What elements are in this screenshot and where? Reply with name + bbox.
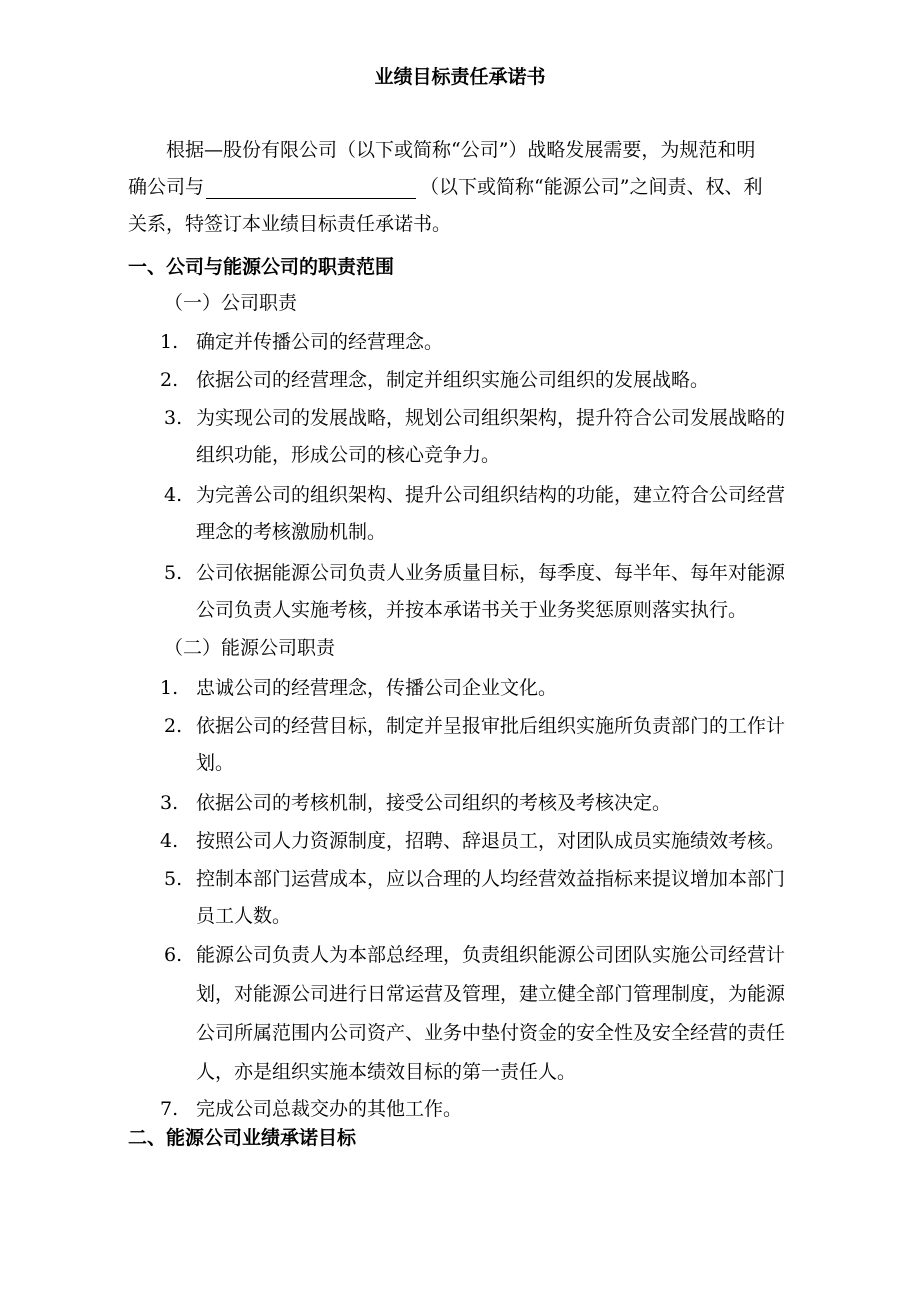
company-name-blank [206, 180, 416, 199]
list-item-number: 4. [160, 830, 179, 852]
list-item-number: 2. [164, 715, 183, 737]
list-item-text: 公司负责人实施考核，并按本承诺书关于业务奖惩原则落实执行。 [196, 599, 748, 621]
intro-line-3: 关系，特签订本业绩目标责任承诺书。 [128, 213, 452, 235]
list-item-number: 3. [160, 792, 179, 814]
section-2-heading: 二、能源公司业绩承诺目标 [128, 1127, 357, 1149]
list-item-text: 人，亦是组织实施本绩效目标的第一责任人。 [196, 1061, 577, 1083]
list-item-text: 划。 [196, 752, 235, 774]
list-item-text: 划，对能源公司进行日常运营及管理，建立健全部门管理制度，为能源 [196, 983, 786, 1005]
list-item-text: 完成公司总裁交办的其他工作。 [196, 1098, 463, 1120]
list-item-text: 按照公司人力资源制度，招聘、辞退员工，对团队成员实施绩效考核。 [196, 830, 786, 852]
list-item-number: 6. [164, 944, 183, 966]
intro-line-2 [128, 175, 762, 199]
list-item-text: 能源公司负责人为本部总经理，负责组织能源公司团队实施公司经营计 [196, 944, 786, 966]
list-item-number: 7. [160, 1098, 179, 1120]
list-item-text: 员工人数。 [196, 905, 292, 927]
document-title: 业绩目标责任承诺书 [374, 66, 546, 88]
intro-line-1: 根据—股份有限公司（以下或简称“公司”）战略发展需要，为规范和明 [166, 139, 756, 161]
subsection-1-heading: （一）公司职责 [164, 292, 298, 314]
list-item-number: 5. [164, 562, 183, 584]
list-item-text: 组织功能，形成公司的核心竞争力。 [196, 444, 501, 466]
list-item-text: 为实现公司的发展战略，规划公司组织架构，提升符合公司发展战略的 [196, 407, 786, 429]
list-item-text: 控制本部门运营成本，应以合理的人均经营效益指标来提议增加本部门 [196, 868, 786, 890]
list-item-text: 理念的考核激励机制。 [196, 521, 387, 543]
list-item-number: 1. [160, 331, 179, 353]
list-item-number: 3. [164, 407, 183, 429]
subsection-2-heading: （二）能源公司职责 [164, 637, 336, 659]
list-item-text: 依据公司的经营目标，制定并呈报审批后组织实施所负责部门的工作计 [196, 715, 786, 737]
list-item-text: 依据公司的经营理念，制定并组织实施公司组织的发展战略。 [196, 369, 710, 391]
section-1-heading: 一、公司与能源公司的职责范围 [128, 256, 395, 278]
list-item-number: 5. [164, 868, 183, 890]
list-item-text: 忠诚公司的经营理念，传播公司企业文化。 [196, 677, 558, 699]
list-item-text: 公司所属范围内公司资产、业务中垫付资金的安全性及安全经营的责任 [196, 1022, 786, 1044]
list-item-number: 2. [160, 369, 179, 391]
list-item-text: 依据公司的考核机制，接受公司组织的考核及考核决定。 [196, 792, 672, 814]
intro-line-2-prefix: 确公司与 [128, 176, 205, 198]
list-item-text: 公司依据能源公司负责人业务质量目标，每季度、每半年、每年对能源 [196, 562, 786, 584]
list-item-text: 确定并传播公司的经营理念。 [196, 331, 444, 353]
list-item-number: 1. [160, 677, 179, 699]
list-item-number: 4. [164, 484, 183, 506]
list-item-text: 为完善公司的组织架构、提升公司组织结构的功能，建立符合公司经营 [196, 484, 786, 506]
intro-line-2-suffix: （以下或简称“能源公司”之间责、权、利 [420, 176, 763, 198]
